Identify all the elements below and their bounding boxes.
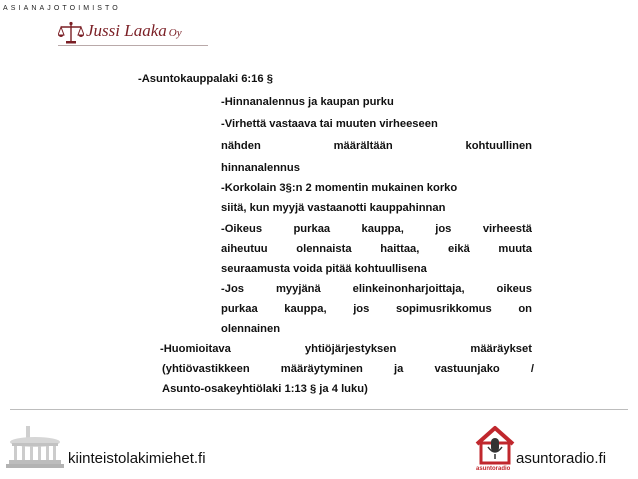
text-word: yhtiöjärjestyksen [304, 343, 397, 355]
text-word: oikeus [496, 283, 532, 295]
building-columns-icon [6, 426, 64, 470]
text-word: myyjänä [275, 283, 321, 295]
footer-divider [10, 409, 628, 410]
text-word: olennaista [296, 243, 352, 255]
text-word: jos [435, 223, 452, 235]
logo-suffix: Oy [168, 27, 182, 39]
text-line: -Korkolain 3§:n 2 momentin mukainen korko [221, 182, 458, 194]
text-line: seuraamusta voida pitää kohtuullisena [221, 263, 427, 275]
text-word: -Oikeus [221, 223, 263, 235]
microphone-house-icon [473, 425, 517, 467]
text-word: ja [394, 363, 404, 375]
logo-name-text: Jussi Laaka [86, 21, 167, 40]
text-line-justified [221, 303, 532, 315]
text-word: vastuunjako [434, 363, 500, 375]
text-line: -Virhettä vastaava tai muuten virheeseen [221, 118, 438, 130]
text-line-justified [221, 140, 532, 152]
text-line-justified [221, 243, 532, 255]
text-word: / [530, 363, 534, 375]
text-word: purkaa [221, 303, 258, 315]
text-line: Asunto-osakeyhtiölaki 1:13 § ja 4 luku) [162, 383, 368, 395]
company-logo [58, 21, 208, 47]
text-line-justified [221, 223, 532, 235]
kiinteistolakimiehet-link[interactable]: kiinteistolakimiehet.fi [68, 450, 206, 467]
text-word: muuta [498, 243, 532, 255]
text-word: määräykset [470, 343, 532, 355]
text-word: kauppa, [361, 223, 404, 235]
text-word: -Jos [221, 283, 245, 295]
text-line: -Asuntokauppalaki 6:16 § [138, 73, 273, 85]
text-line: hinnanalennus [221, 162, 300, 174]
text-line: siitä, kun myyjä vastaanotti kauppahinnan [221, 202, 446, 214]
text-word: eikä [448, 243, 470, 255]
asuntoradio-link[interactable]: asuntoradio.fi [516, 450, 607, 467]
text-word: sopimusrikkomus [395, 303, 492, 315]
logo-divider [58, 45, 208, 46]
text-line-justified [160, 343, 532, 355]
asuntoradio-logo-text: asuntoradio [476, 466, 511, 472]
scales-of-justice-icon [58, 21, 84, 45]
text-line-justified [221, 283, 532, 295]
office-name: ASIANAJOTOIMISTO [3, 5, 121, 12]
text-line: olennainen [221, 323, 281, 335]
text-line-justified [162, 363, 534, 375]
text-word: -Huomioitava [160, 343, 231, 355]
text-word: aiheutuu [221, 243, 268, 255]
text-word: on [518, 303, 532, 315]
text-word: elinkeinonharjoittaja, [352, 283, 465, 295]
logo-name [86, 21, 182, 41]
text-word: määrältään [333, 140, 393, 152]
text-word: kohtuullinen [465, 140, 532, 152]
text-word: määräytyminen [280, 363, 363, 375]
text-word: virheestä [482, 223, 532, 235]
text-line: -Hinnanalennus ja kaupan purku [221, 96, 394, 108]
text-word: (yhtiövastikkeen [162, 363, 250, 375]
text-word: jos [353, 303, 370, 315]
text-word: purkaa [293, 223, 331, 235]
text-word: haittaa, [380, 243, 420, 255]
text-word: nähden [221, 140, 261, 152]
text-word: kauppa, [284, 303, 327, 315]
